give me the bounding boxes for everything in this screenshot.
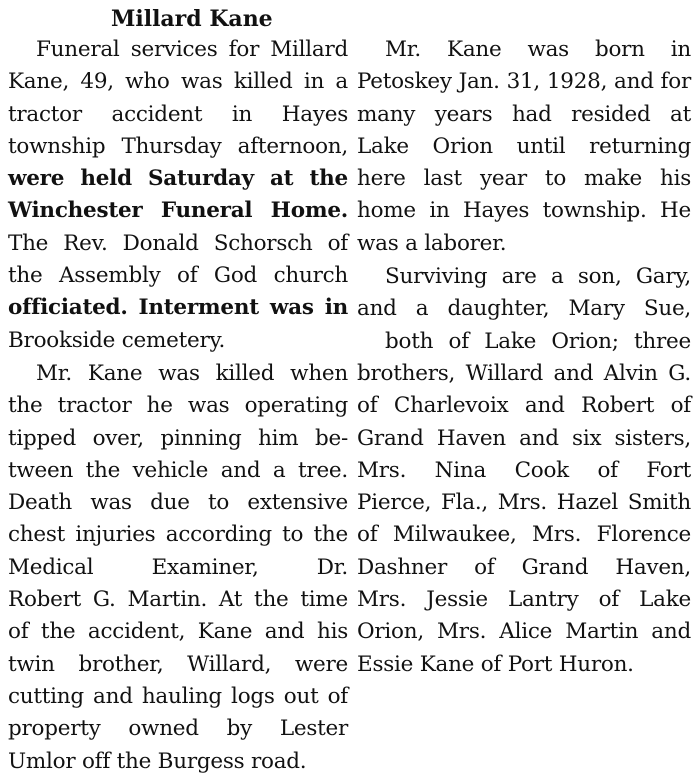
article-line: The Rev. Donald Schorsch of [8,230,348,256]
article-line: here last year to make his [357,166,691,192]
article-line: Umlor off the Burgess road. [8,748,307,774]
article-line: tractor accident in Hayes [8,101,348,127]
article-line: Robert G. Martin. At the time [8,587,348,613]
article-line: Mrs. Nina Cook of Fort [357,457,691,483]
article-line: cutting and hauling logs out of [8,683,348,709]
article-line: Mr. Kane was killed when [36,360,348,386]
article-line: both of Lake Orion; three [385,328,691,354]
article-line: Lake Orion until returning [357,133,691,159]
left-column [8,34,348,778]
article-line: Orion, Mrs. Alice Martin and [357,619,691,645]
article-line: Dashner of Grand Haven, [357,554,691,580]
article-line: home in Hayes township. He [357,198,691,224]
article-headline: Millard Kane [111,6,273,32]
article-line: were held Saturday at the [8,166,348,192]
article-line: Mrs. Jessie Lantry of Lake [357,587,691,613]
article-line: tween the vehicle and a tree. [8,457,348,483]
article-line: and a daughter, Mary Sue, [357,296,691,322]
article-line: Medical Examiner, Dr. [8,554,348,580]
article-line: tipped over, pinning him be- [8,425,348,451]
article-line: township Thursday afternoon, [8,133,348,159]
article-line: of the accident, Kane and his [8,619,348,645]
article-line: property owned by Lester [8,716,348,742]
article-line: Petoskey Jan. 31, 1928, and for [357,69,691,95]
article-line: Death was due to extensive [8,490,348,516]
article-line: Brookside cemetery. [8,327,226,353]
article-line: the Assembly of God church [8,263,348,289]
article-line: Surviving are a son, Gary, [385,264,691,290]
right-column [357,34,691,681]
article-line: officiated. Interment was in [8,295,348,321]
article-line: Kane, 49, who was killed in a [8,69,348,95]
article-line: Grand Haven and six sisters, [357,425,691,451]
article-line: many years had resided at [357,101,691,127]
article-line: Essie Kane of Port Huron. [357,651,634,677]
article-line: of Charlevoix and Robert of [357,393,691,419]
article-line: the tractor he was operating [8,393,348,419]
article-line: Funeral services for Millard [36,37,348,62]
article-line: Pierce, Fla., Mrs. Hazel Smith [357,490,691,516]
article-line: Mr. Kane was born in [385,37,691,62]
article-line: brothers, Willard and Alvin G. [357,360,691,386]
article-line: of Milwaukee, Mrs. Florence [357,522,691,548]
article-line: was a laborer. [357,230,507,256]
article-line: chest injuries according to the [8,522,348,548]
article-line: Winchester Funeral Home. [8,198,348,224]
article-line: twin brother, Willard, were [8,651,348,677]
